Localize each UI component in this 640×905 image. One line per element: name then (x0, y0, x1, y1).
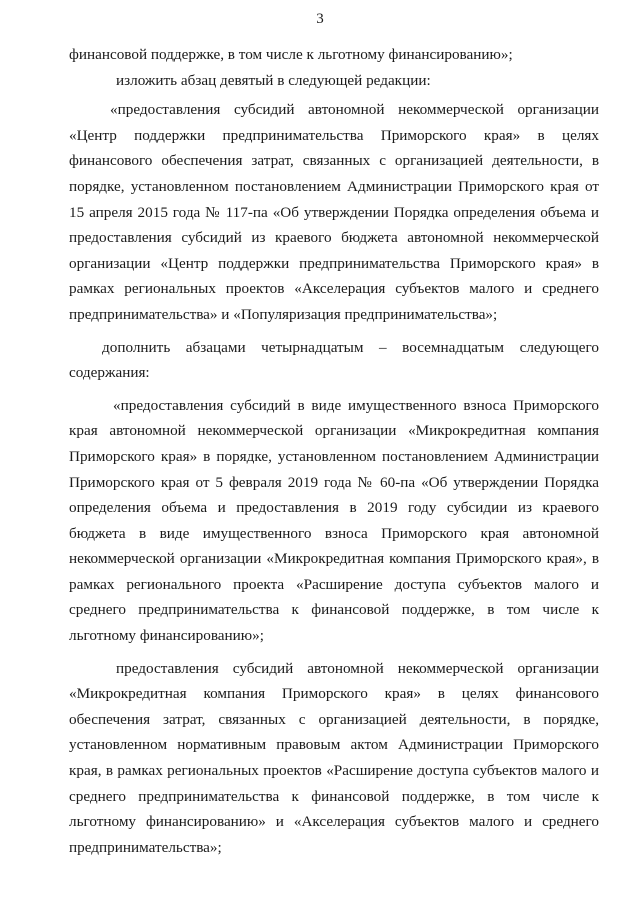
paragraph-instruction-add-paragraphs: дополнить абзацами четырнадцатым – восемнадцатым следующего содержания: (69, 338, 599, 382)
paragraph-quoted-property-contribution: «предоставления субсидий в виде имущественного взноса Приморского края автономной некоммерческой организации «Микрокредитная компания Приморского края» в порядке, установленном постановлением Администрации Приморского края от 5 февраля 2019 года № 60-па «Об утверждении Порядка определения объема и предоставления в 2019 году субсидии из краевого бюджета в виде имущественного взноса Приморского края автономной некоммерческой организации «Микрокредитная компания Приморского края», в рамках регионального проекта «Расширение доступа субъектов малого и среднего предпринимательства к финансовой поддержке, в том числе к льготному финансированию»; (69, 396, 599, 645)
page-number: 3 (316, 11, 324, 27)
paragraph-continuation: финансовой поддержке, в том числе к льготному финансированию»; (69, 46, 513, 63)
paragraph-instruction-paragraph-nine: изложить абзац девятый в следующей редакции: (116, 71, 431, 89)
document-body (69, 42, 599, 860)
paragraph-quoted-center-support: «предоставления субсидий автономной некоммерческой организации «Центр поддержки предпринимательства Приморского края» в целях финансового обеспечения затрат, связанных с организацией деятельности, в порядке, установленном постановлением Администрации Приморского края от 15 апреля 2015 года № 117-па «Об утверждении Порядка определения объема и предоставления субсидий из краевого бюджета автономной некоммерческой организации «Центр поддержки предпринимательства Приморского края» в рамках региональных проектов «Акселерация субъектов малого и среднего предпринимательства» и «Популяризация предпринимательства»; (69, 101, 599, 323)
paragraph-microcredit-subsidies: предоставления субсидий автономной некоммерческой организации «Микрокредитная компания Приморского края» в целях финансового обеспечения затрат, связанных с организацией деятельности, в порядке, установленном нормативным правовым актом Администрации Приморского края, в рамках региональных проектов «Расширение доступа субъектов малого и среднего предпринимательства к финансовой поддержке, в том числе к льготному финансированию» и «Акселерация субъектов малого и среднего предпринимательства»; (69, 659, 599, 856)
